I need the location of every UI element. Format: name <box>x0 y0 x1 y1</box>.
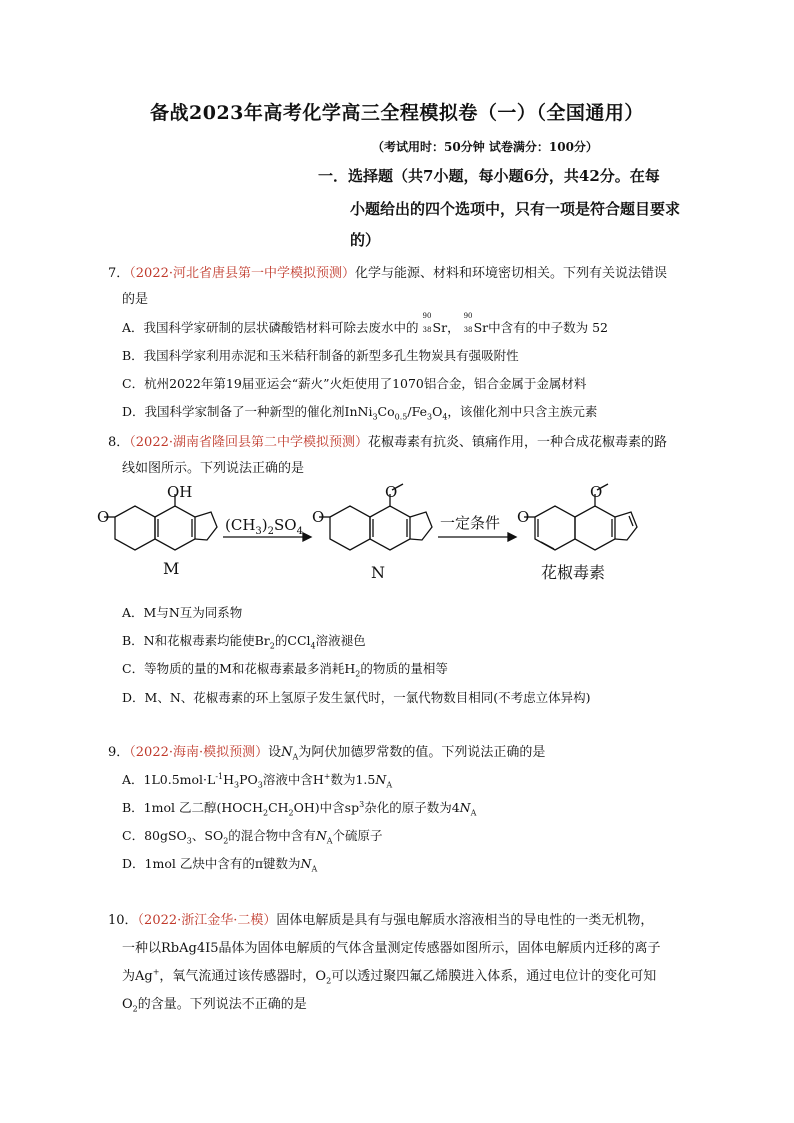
reaction-scheme <box>95 482 735 587</box>
page-title: 备战2023年高考化学高三全程模拟卷（一）（全国通用） <box>150 102 644 124</box>
question-text: 为阿伏加德罗常数的值。下列说法正确的是 <box>298 745 546 760</box>
q7-option-c: C．杭州2022年第19届亚运会“薪火”火炬使用了1070铝合金，铝合金属于金属材料 <box>122 376 587 391</box>
atom-label: O <box>385 483 398 501</box>
q9-option-a <box>122 770 392 790</box>
question-number: 8． <box>108 435 130 450</box>
q7-option-a <box>122 312 608 336</box>
subscript: 3 <box>257 780 263 790</box>
question-source: （2022·海南·模拟预测） <box>129 745 269 760</box>
subscript: 2 <box>267 526 275 537</box>
superscript: + <box>152 967 160 977</box>
question-10-stem-cont <box>122 965 656 986</box>
avogadro-symbol: N <box>375 772 387 787</box>
isotope-notation <box>463 312 474 334</box>
subscript: A <box>386 780 393 790</box>
q8-option-b <box>122 631 366 651</box>
avogadro-symbol: N <box>300 856 312 871</box>
mass-number: 90 <box>463 312 473 320</box>
subscript: A <box>311 864 318 874</box>
exam-info: （考试用时：50分钟 试卷满分：100分） <box>372 140 598 154</box>
question-source: （2022·湖南省隆回县第二中学模拟预测） <box>129 435 368 450</box>
subscript: 2 <box>223 836 229 846</box>
mass-number: 90 <box>422 312 432 320</box>
q9-option-d <box>122 854 317 874</box>
option-text: B．1mol 乙二醇(HOCH <box>122 800 263 815</box>
superscript: + <box>323 771 331 781</box>
subscript: 4 <box>442 412 448 422</box>
atom-label: O <box>312 508 325 526</box>
q8-option-a: A．M与N互为同系物 <box>122 605 243 620</box>
atom-label: O <box>97 508 110 526</box>
subscript: 4 <box>310 641 316 651</box>
subscript: 2 <box>355 669 361 679</box>
molecule-m <box>104 494 217 550</box>
atomic-number: 38 <box>422 326 432 334</box>
avogadro-symbol: N <box>459 800 471 815</box>
question-source: （2022·浙江金华·二模） <box>137 913 277 928</box>
superscript: 3 <box>359 799 365 809</box>
option-text: 杂化的原子数为4 <box>364 800 460 815</box>
question-number: 10． <box>108 913 138 928</box>
q8-option-d: D．M、N、花椒毒素的环上氢原子发生氯代时，一氯代物数目相同(不考虑立体异构) <box>122 690 591 705</box>
subscript: 2 <box>269 641 275 651</box>
subscript: A <box>292 752 299 762</box>
option-text: 的CCl <box>274 633 311 648</box>
isotope-notation <box>422 312 433 334</box>
option-text: PO <box>239 772 258 787</box>
question-10-stem-cont: 一种以RbAg4I5晶体为固体电解质的气体含量测定传感器如图所示，固体电解质内迁移的离子 <box>122 941 661 956</box>
option-text: 、SO <box>191 828 224 843</box>
question-7-stem <box>108 262 667 281</box>
subscript: 2 <box>262 808 269 818</box>
question-number: 7． <box>108 266 130 281</box>
subscript: 4 <box>296 526 303 537</box>
option-text: A．1L0.5mol·L <box>122 772 216 787</box>
q7-option-b: B．我国科学家利用赤泥和玉米秸秆制备的新型多孔生物炭具有强吸附性 <box>122 348 519 363</box>
q9-option-b <box>122 798 476 818</box>
atom-label: OH <box>167 483 193 501</box>
section-heading-line2: 小题给出的四个选项中，只有一项是符合题目要求 <box>350 200 681 218</box>
avogadro-symbol: N <box>281 745 293 760</box>
question-text: 花椒毒素有抗炎、镇痛作用，一种合成花椒毒素的路 <box>368 435 668 450</box>
option-text: A．我国科学家研制的层状磷酸锆材料可除去废水中的 <box>122 320 419 335</box>
question-text: 化学与能源、材料和环境密切相关。下列有关说法错误 <box>355 266 668 281</box>
reagent-text: SO <box>274 516 297 534</box>
option-text: ，该催化剂中只含主族元素 <box>447 404 598 419</box>
subscript: 3 <box>255 526 262 537</box>
avogadro-symbol: N <box>315 828 327 843</box>
section-heading-line3: 的） <box>350 231 381 249</box>
subscript: 2 <box>288 808 294 818</box>
label-xanthotoxin: 花椒毒素 <box>541 563 606 582</box>
subscript: 3 <box>186 836 192 846</box>
molecule-xanthotoxin <box>524 484 637 550</box>
subscript: 2 <box>326 976 332 986</box>
q7-option-d <box>122 402 597 422</box>
option-text: 中含有的中子数为 52 <box>488 320 608 335</box>
question-source: （2022·河北省唐县第一中学模拟预测） <box>129 266 355 281</box>
label-m: M <box>163 559 180 578</box>
question-9-stem <box>108 741 545 762</box>
isotope-symbol: Sr <box>432 320 448 335</box>
superscript: -1 <box>215 771 224 781</box>
subscript: A <box>470 808 477 818</box>
question-number: 9． <box>108 745 130 760</box>
molecule-n <box>319 484 432 550</box>
option-text: 溶液褪色 <box>315 633 366 648</box>
question-text: O <box>122 997 133 1012</box>
option-text: 的混合物中含有 <box>228 828 316 843</box>
subscript: 2 <box>132 1004 138 1014</box>
q9-option-c <box>122 826 383 846</box>
reagent-dimethyl-sulfate <box>225 516 303 537</box>
option-text: C．80gSO <box>122 828 187 843</box>
option-text: Co <box>377 404 395 419</box>
option-text: OH)中含sp <box>293 800 360 815</box>
option-text: C．等物质的量的M和花椒毒素最多消耗 <box>122 661 345 676</box>
option-text: 的物质的量相等 <box>360 661 448 676</box>
atom-label: O <box>590 483 603 501</box>
option-text: 个硫原子 <box>332 828 383 843</box>
option-text: ， <box>447 320 460 335</box>
option-text: /Fe <box>407 404 427 419</box>
label-n: N <box>371 563 385 582</box>
question-text: 设 <box>268 745 282 760</box>
subscript: 3 <box>426 412 433 422</box>
question-text: 固体电解质是具有与强电解质水溶液相当的导电性的一类无机物， <box>276 913 654 928</box>
option-text: O <box>432 404 443 419</box>
isotope-symbol: Sr <box>473 320 489 335</box>
arrow-head <box>303 533 311 541</box>
atomic-number: 38 <box>463 326 473 334</box>
q8-option-c <box>122 659 448 679</box>
atom-label: O <box>517 508 530 526</box>
question-10-stem-cont <box>122 993 307 1014</box>
reagent-text: (CH <box>225 516 256 534</box>
question-text: ，氧气流通过该传感器时，O <box>159 969 327 984</box>
formula-text: H <box>344 661 356 676</box>
option-text: D．1mol 乙炔中含有的π键数为 <box>122 856 301 871</box>
option-text: D．我国科学家制备了一种新型的催化剂InNi <box>122 404 373 419</box>
section-heading-line1: 一．选择题（共7小题，每小题6分，共42分。在每 <box>318 167 660 185</box>
question-10-stem <box>108 909 653 928</box>
reagent-text: ) <box>261 516 268 534</box>
subscript: 3 <box>234 780 240 790</box>
option-text: B．N和花椒毒素均能使Br <box>122 633 270 648</box>
subscript: 3 <box>372 412 378 422</box>
question-text: 可以透过聚四氟乙烯膜进入体系，通过电位计的变化可知 <box>331 969 657 984</box>
option-text: H <box>223 772 235 787</box>
option-text: 溶液中含H <box>262 772 324 787</box>
question-7-stem-cont: 的是 <box>122 292 149 307</box>
question-8-stem <box>108 431 667 450</box>
option-text: CH <box>268 800 289 815</box>
question-8-stem-cont: 线如图所示。下列说法正确的是 <box>122 461 305 476</box>
option-text: 数为1.5 <box>330 772 376 787</box>
subscript: 0.5 <box>394 412 408 422</box>
question-text: 的含量。下列说法不正确的是 <box>137 997 307 1012</box>
reagent-condition: 一定条件 <box>440 514 501 532</box>
question-text: 为Ag <box>122 969 153 984</box>
arrow-head <box>508 533 516 541</box>
subscript: A <box>326 836 333 846</box>
